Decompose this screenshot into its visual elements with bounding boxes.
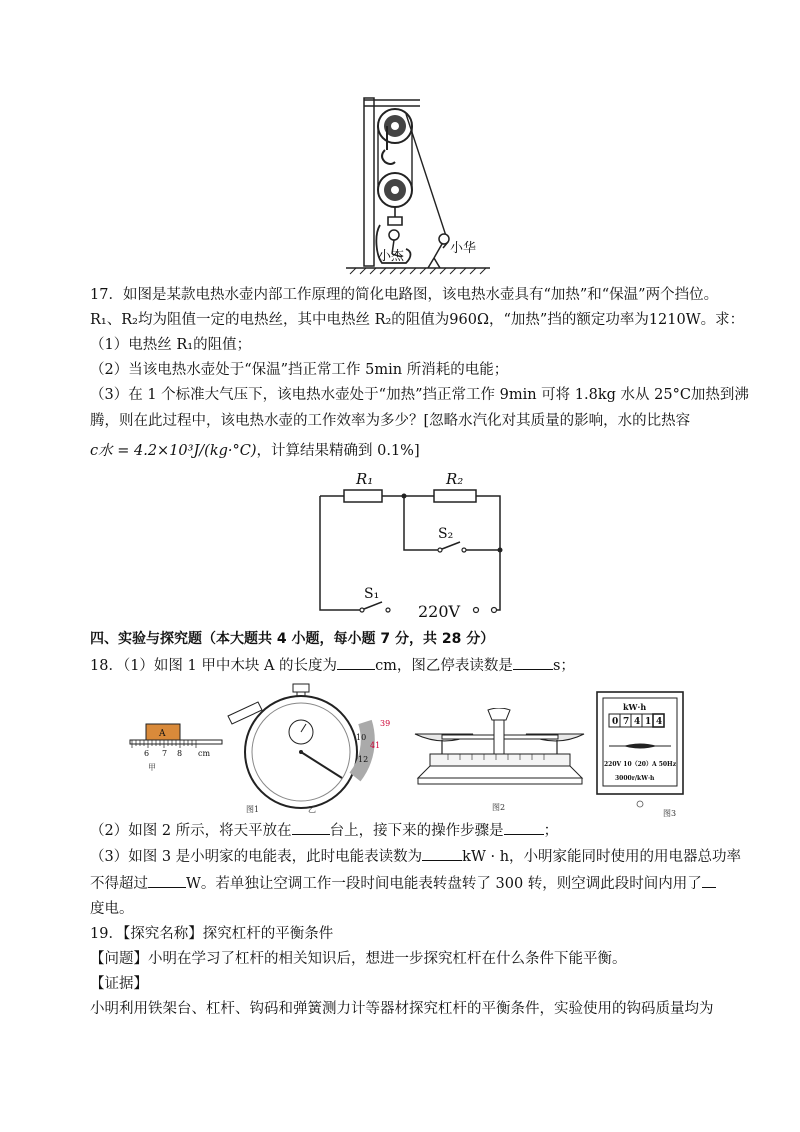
meter-digit-1: 0 <box>612 717 619 727</box>
precision-note: ，计算结果精确到 0.1%] <box>256 443 420 459</box>
q18-part3-line2 <box>90 875 716 893</box>
q17-sub2: （2）当该电热水壶处于“保温”挡正常工作 5min 所消耗的电能； <box>90 362 509 378</box>
balance-figure <box>412 708 587 818</box>
stopwatch-scale-39: 39 <box>380 719 391 728</box>
stopwatch-scale-41: 41 <box>370 741 381 750</box>
stopwatch-scale-10: 10 <box>356 733 367 742</box>
q18-part2-c: ； <box>543 823 559 839</box>
answer-blank-energy[interactable] <box>702 875 716 888</box>
q18-part1-b: cm，图乙停表读数是 <box>375 658 513 674</box>
q19-question: 【问题】小明在学习了杠杆的相关知识后，想进一步探究杠杆在什么条件下能平衡。 <box>90 951 627 967</box>
meter-digit-4: 1 <box>645 717 652 727</box>
label-s1: S₁ <box>364 586 380 602</box>
q17-sub3-line2: 腾，则在此过程中，该电热水壶的工作效率为多少？[忽略水汽化对其质量的影响，水的比热容 <box>90 413 691 429</box>
section4-heading: 四、实验与探究题（本大题共 4 小题，每小题 7 分，共 28 分） <box>90 631 495 647</box>
answer-blank-stopwatch[interactable] <box>513 657 553 670</box>
label-jia: 甲 <box>148 763 156 772</box>
q18-part1-a: 18．（1）如图 1 甲中木块 A 的长度为 <box>90 658 338 674</box>
q17-sub3-line3 <box>90 442 420 460</box>
label-xiaohua: 小华 <box>450 241 477 256</box>
ruler-unit: cm <box>198 749 211 758</box>
label-yi: 乙 <box>308 805 316 814</box>
label-fig1: 图1 <box>246 805 260 814</box>
ruler-figure <box>126 718 226 773</box>
label-voltage: 220V <box>418 602 461 620</box>
q18-part3-line2-b: W。若单独让空调工作一段时间电能表转盘转了 300 转，则空调此段时间内用了 <box>186 876 702 892</box>
stopwatch-scale-12: 12 <box>358 755 369 764</box>
specific-heat-formula: c水 = 4.2×10³J/(kg·°C) <box>90 443 257 459</box>
q17-line1: 17．如图是某款电热水壶内部工作原理的简化电路图，该电热水壶具有“加热”和“保温”两个挡位。 <box>90 287 719 303</box>
ruler-tick-6: 6 <box>144 749 150 758</box>
q19-title: 19．【探究名称】探究杠杆的平衡条件 <box>90 926 334 942</box>
stopwatch-figure <box>220 682 405 817</box>
q18-part3-b: kW · h，小明家能同时使用的用电器总功率 <box>462 849 742 865</box>
answer-blank-length[interactable] <box>337 657 375 670</box>
wall <box>364 98 374 266</box>
ruler-tick-8: 8 <box>177 749 183 758</box>
meter-unit: kW·h <box>623 702 647 712</box>
meter-rate: 3000r/kW·h <box>615 775 655 782</box>
q18-part1 <box>90 657 575 675</box>
q18-part3-a: （3）如图 3 是小明家的电能表，此时电能表读数为 <box>90 849 423 865</box>
q17-sub3-line1: （3）在 1 个标准大气压下，该电热水壶处于“加热”挡正常工作 9min 可将 1.8kg 水从 25°C加热到沸 <box>90 387 749 403</box>
meter-digit-5: 4 <box>656 717 663 727</box>
meter-digit-3: 4 <box>634 717 641 727</box>
answer-blank-steps[interactable] <box>504 822 544 835</box>
q18-part3-line3: 度电。 <box>90 901 134 917</box>
meter-spec: 220V 10（20）A 50Hz <box>604 761 677 768</box>
q18-part2 <box>90 822 558 840</box>
label-s2: S₂ <box>438 526 454 542</box>
label-fig2: 图2 <box>492 803 506 812</box>
q18-part1-c: s； <box>552 658 575 674</box>
label-r1: R₁ <box>356 470 374 488</box>
switch-s2 <box>442 542 460 549</box>
q18-part2-b: 台上，接下来的操作步骤是 <box>329 823 504 839</box>
meter-digit-2: 7 <box>623 717 630 727</box>
label-r2: R₂ <box>446 470 464 488</box>
q17-sub1: （1）电热丝 R₁的阻值； <box>90 337 252 353</box>
answer-blank-platform[interactable] <box>292 822 330 835</box>
answer-blank-max-power[interactable] <box>148 875 186 888</box>
label-fig3: 图3 <box>663 809 677 818</box>
q18-part2-a: （2）如图 2 所示，将天平放在 <box>90 823 292 839</box>
energy-meter-figure <box>595 690 685 820</box>
label-xiaojie: 小杰 <box>378 249 405 264</box>
resistor-r2 <box>434 490 476 502</box>
circuit-diagram <box>310 470 510 620</box>
q18-part3-line2-a: 不得超过 <box>90 876 148 892</box>
q19-evidence-heading: 【证据】 <box>90 976 148 992</box>
q18-part3 <box>90 848 741 866</box>
block-a-label: A <box>159 729 166 739</box>
answer-blank-meter-reading[interactable] <box>422 848 462 861</box>
resistor-r1 <box>344 490 382 502</box>
q17-line2: R₁、R₂均为阻值一定的电热丝，其中电热丝 R₂的阻值为960Ω，“加热”挡的额定功率为1210W。求： <box>90 312 745 328</box>
switch-s1 <box>364 602 382 609</box>
pulley-figure <box>340 92 505 277</box>
q19-evidence-text: 小明利用铁架台、杠杆、钩码和弹簧测力计等器材探究杠杆的平衡条件，实验使用的钩码质量均为 <box>90 1001 714 1017</box>
ruler-tick-7: 7 <box>162 749 168 758</box>
